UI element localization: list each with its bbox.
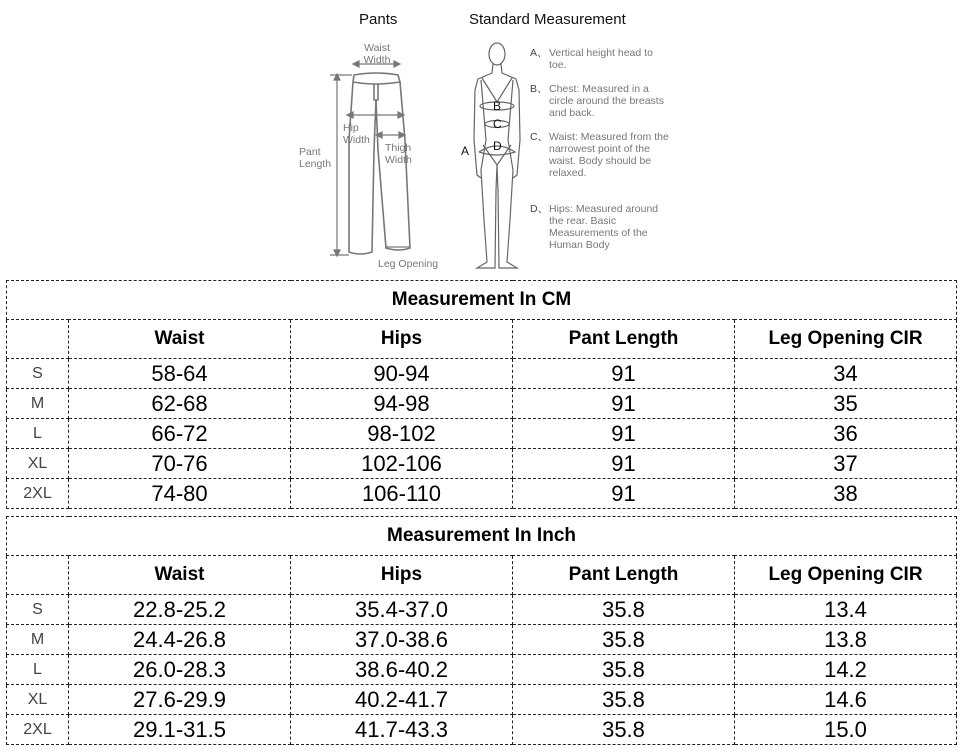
pant-length-cell: 35.8: [513, 625, 735, 655]
note-text: Hips: Measured around the rear. Basic Measurements of the Human Body: [549, 203, 659, 251]
hips-cell: 90-94: [291, 359, 513, 389]
size-table-inch: [6, 516, 957, 745]
leg-opening-cell: 14.6: [735, 685, 957, 715]
pant-length-cell: 91: [513, 359, 735, 389]
note-text: Waist: Measured from the narrowest point of the waist. Body should be relaxed.: [549, 131, 669, 179]
waist-width-label: Waist Width: [363, 42, 391, 66]
waist-cell: 74-80: [69, 479, 291, 509]
leg-opening-cell: 13.4: [735, 595, 957, 625]
measurement-diagram: [0, 0, 962, 275]
header-pant-length: Pant Length: [513, 320, 735, 359]
standard-measurement-title: Standard Measurement: [469, 11, 626, 28]
waist-cell: 70-76: [69, 449, 291, 479]
note-key: C、: [530, 131, 549, 143]
table-row: [7, 389, 957, 419]
diagram-drawings: [0, 0, 962, 275]
table-row: [7, 359, 957, 389]
pant-length-cell: 91: [513, 419, 735, 449]
hips-cell: 40.2-41.7: [291, 685, 513, 715]
pant-length-cell: 91: [513, 449, 735, 479]
note-d: [530, 203, 670, 251]
thigh-width-label: Thigh Width: [385, 142, 412, 166]
header-hips: Hips: [291, 320, 513, 359]
table-caption: Measurement In CM: [7, 281, 957, 320]
size-cell: M: [7, 625, 69, 655]
table-row: [7, 449, 957, 479]
waist-cell: 26.0-28.3: [69, 655, 291, 685]
size-cell: S: [7, 595, 69, 625]
table-row: [7, 479, 957, 509]
table-caption: Measurement In Inch: [7, 517, 957, 556]
pant-length-label: Pant Length: [299, 146, 332, 170]
header-hips: Hips: [291, 556, 513, 595]
hip-width-label: Hip Width: [343, 122, 370, 146]
leg-opening-cell: 14.2: [735, 655, 957, 685]
hips-cell: 106-110: [291, 479, 513, 509]
note-key: B、: [530, 83, 548, 95]
size-cell: XL: [7, 685, 69, 715]
size-cell: M: [7, 389, 69, 419]
table-row: [7, 595, 957, 625]
marker-b: B: [493, 99, 502, 113]
leg-opening-cell: 36: [735, 419, 957, 449]
leg-opening-cell: 13.8: [735, 625, 957, 655]
leg-opening-cell: 37: [735, 449, 957, 479]
pant-length-cell: 35.8: [513, 595, 735, 625]
waist-cell: 24.4-26.8: [69, 625, 291, 655]
leg-opening-cell: 35: [735, 389, 957, 419]
waist-cell: 29.1-31.5: [69, 715, 291, 745]
header-row: [7, 320, 957, 359]
note-text: Chest: Measured in a circle around the breasts and back.: [549, 83, 664, 119]
header-size: [7, 556, 69, 595]
leg-opening-cell: 15.0: [735, 715, 957, 745]
note-c: [530, 131, 670, 179]
pant-length-cell: 35.8: [513, 655, 735, 685]
waist-cell: 22.8-25.2: [69, 595, 291, 625]
hips-cell: 41.7-43.3: [291, 715, 513, 745]
header-pant-length: Pant Length: [513, 556, 735, 595]
note-key: A、: [530, 47, 548, 59]
header-leg-opening: Leg Opening CIR: [735, 320, 957, 359]
pant-length-cell: 35.8: [513, 715, 735, 745]
leg-opening-cell: 38: [735, 479, 957, 509]
note-text: Vertical height head to toe.: [549, 47, 653, 71]
table-row: [7, 625, 957, 655]
pant-length-cell: 91: [513, 389, 735, 419]
waist-cell: 62-68: [69, 389, 291, 419]
pants-title: Pants: [359, 11, 398, 28]
size-cell: L: [7, 655, 69, 685]
hips-cell: 37.0-38.6: [291, 625, 513, 655]
table-row: [7, 419, 957, 449]
marker-c: C: [493, 117, 502, 131]
size-cell: 2XL: [7, 715, 69, 745]
marker-d: D: [493, 139, 502, 153]
leg-opening-cell: 34: [735, 359, 957, 389]
header-waist: Waist: [69, 320, 291, 359]
size-cell: XL: [7, 449, 69, 479]
waist-cell: 27.6-29.9: [69, 685, 291, 715]
header-size: [7, 320, 69, 359]
table-row: [7, 655, 957, 685]
hips-cell: 38.6-40.2: [291, 655, 513, 685]
table-row: [7, 685, 957, 715]
size-cell: L: [7, 419, 69, 449]
pant-length-cell: 35.8: [513, 685, 735, 715]
note-b: [530, 83, 670, 119]
hips-cell: 94-98: [291, 389, 513, 419]
hips-cell: 102-106: [291, 449, 513, 479]
size-cell: 2XL: [7, 479, 69, 509]
body-figure-icon: [474, 43, 520, 268]
size-cell: S: [7, 359, 69, 389]
header-leg-opening: Leg Opening CIR: [735, 556, 957, 595]
hips-cell: 98-102: [291, 419, 513, 449]
pant-length-cell: 91: [513, 479, 735, 509]
waist-cell: 66-72: [69, 419, 291, 449]
header-waist: Waist: [69, 556, 291, 595]
table-row: [7, 715, 957, 745]
leg-opening-label: Leg Opening: [378, 258, 439, 270]
note-a: [530, 47, 670, 71]
marker-a: A: [461, 144, 470, 158]
waist-cell: 58-64: [69, 359, 291, 389]
header-row: [7, 556, 957, 595]
note-key: D、: [530, 203, 549, 215]
size-table-cm: [6, 280, 957, 509]
hips-cell: 35.4-37.0: [291, 595, 513, 625]
